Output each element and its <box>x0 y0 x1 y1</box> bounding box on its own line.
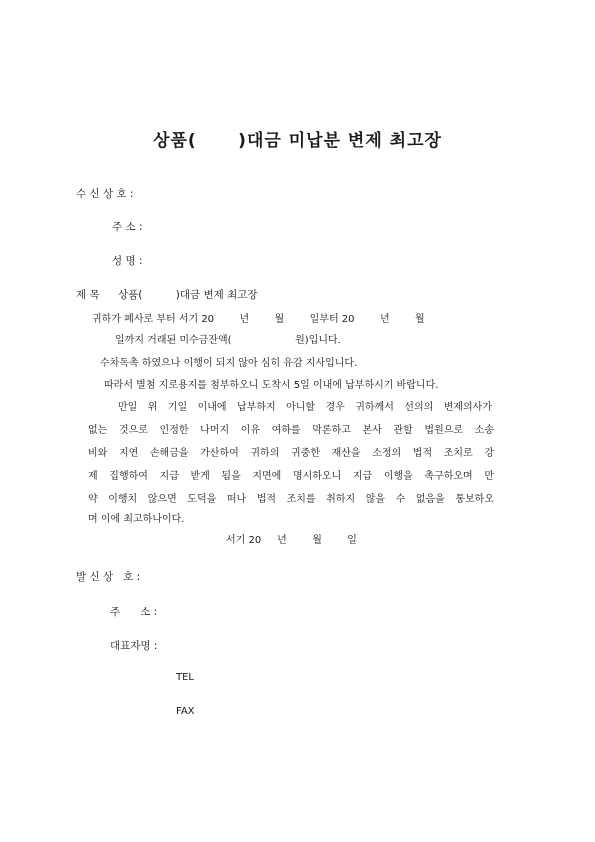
recipient-name-label: 성 명 : <box>112 255 143 267</box>
body-line-2: 일까지 거래된 미수금잔액( 원)입니다. <box>115 335 341 346</box>
sender-address-label: 주 소 : <box>110 606 158 618</box>
sender-tel-label: TEL <box>176 672 194 683</box>
recipient-address-label: 주 소 : <box>112 221 143 233</box>
document-title: 상품( )대금 미납분 변제 최고장 <box>153 131 442 151</box>
sender-representative-label: 대표자명 : <box>110 640 158 652</box>
paragraph-line: 만일 위 기일 이내에 납부하지 아니할 경우 귀하께서 선의의 변제의사가 <box>118 402 492 413</box>
subject-label: 제 목 <box>76 289 100 301</box>
paragraph-line: 약 이행치 않으면 도덕을 떠나 법적 조치를 취하지 않을 수 없음을 통보하오 <box>88 494 494 505</box>
body-line-3: 수차독촉 하였으나 이행이 되지 않아 심히 유감 지사입니다. <box>100 358 358 369</box>
paragraph-line: 없는 것으로 인정한 나머지 이유 여하를 막론하고 본사 관할 법원으로 소송 <box>88 425 494 436</box>
body-line-1: 귀하가 폐사로 부터 서기 20 년 월 일부터 20 년 월 <box>92 314 425 325</box>
paragraph-last-line: 며 이에 최고하나이다. <box>88 514 185 525</box>
recipient-company-label: 수 신 상 호 : <box>76 188 134 200</box>
paragraph-line: 제 집행하여 지급 받게 됨을 지면에 명시하오니 지급 이행을 촉구하오며 만 <box>88 471 494 482</box>
sender-company-label: 발 신 상 호 : <box>76 571 141 583</box>
body-line-4: 따라서 별첨 지로용지를 첨부하오니 도착시 5일 이내에 납부하시기 바랍니다. <box>104 380 439 391</box>
sender-fax-label: FAX <box>176 706 195 717</box>
date-line: 서기 20 년 월 일 <box>226 535 357 546</box>
paragraph-line: 비와 지연 손해금을 가산하여 귀하의 귀중한 재산을 소정의 법적 조치로 강 <box>88 448 494 459</box>
subject-text: 상품( )대금 변제 최고장 <box>118 289 258 301</box>
